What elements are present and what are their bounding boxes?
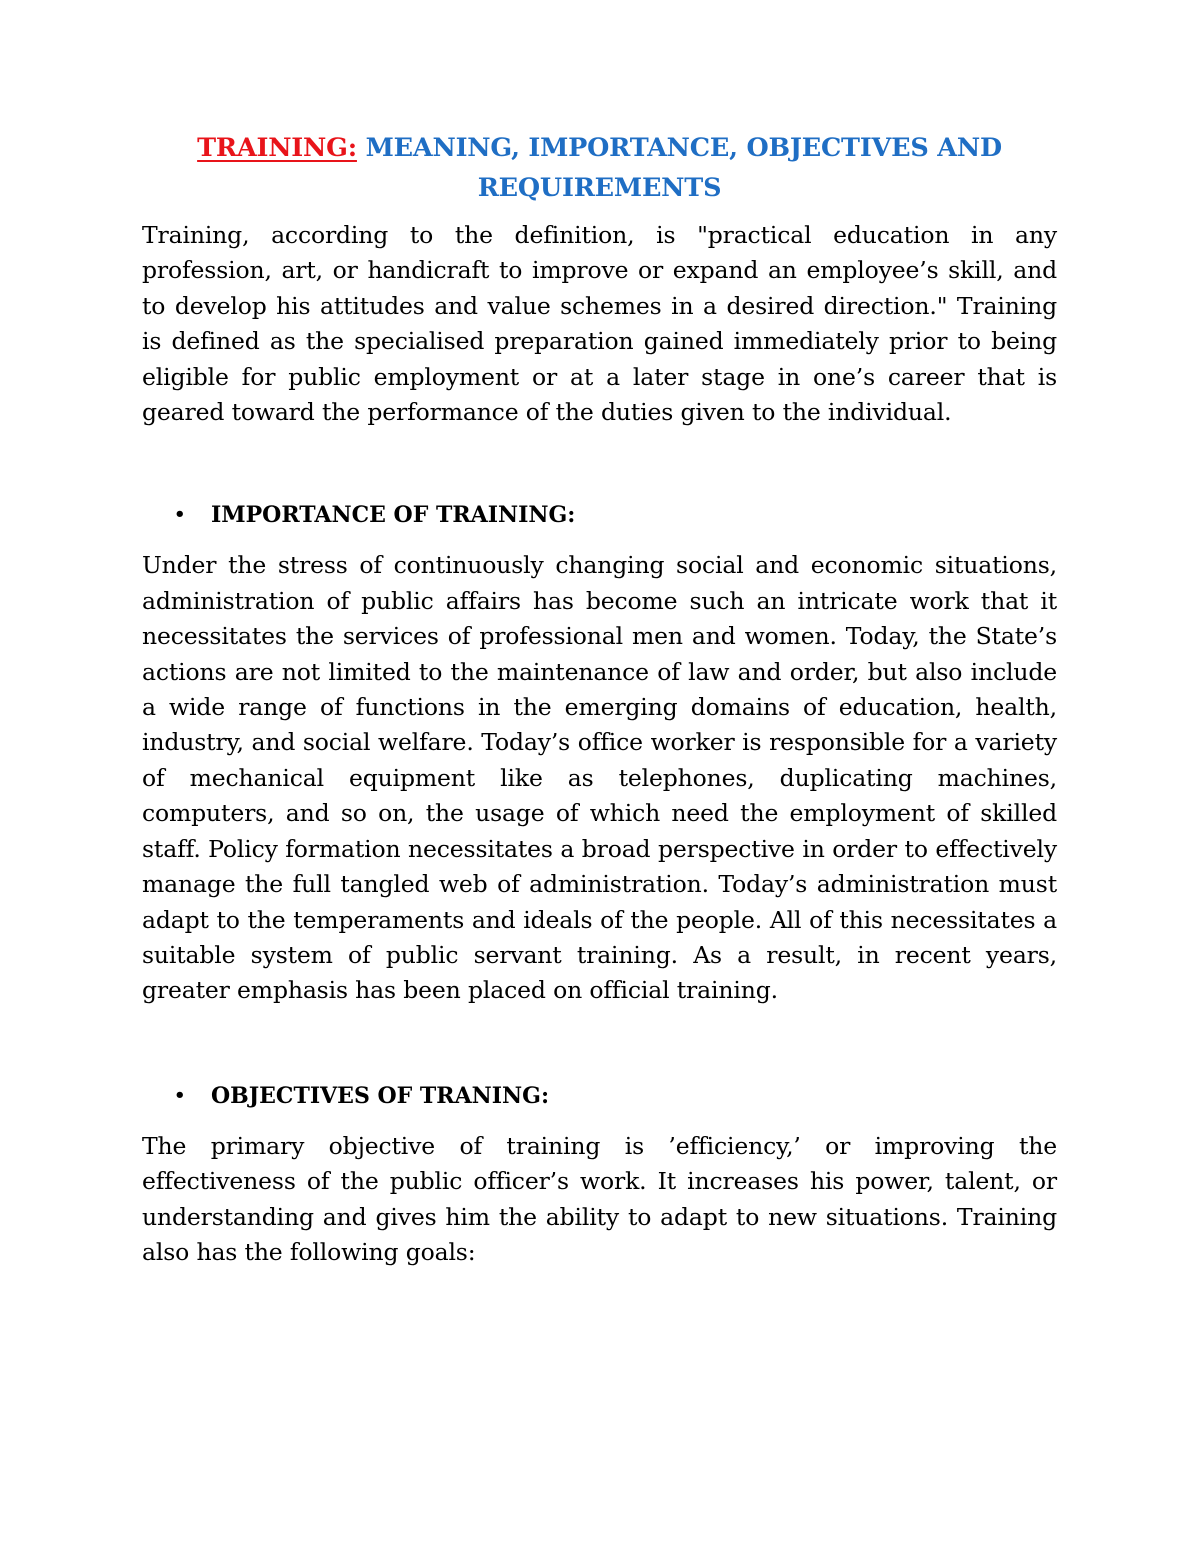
document-page xyxy=(142,128,1057,1270)
intro-paragraph: Training, according to the definition, is "practical education in any profession, art, or handicraft to improve or expand an employee’s skill, and to develop his attitudes and value schemes in a desired direction." Training is defined as the specialised preparation gained immediately prior to being eligible for public employment or at a later stage in one’s career that is geared toward the performance of the duties given to the individual. xyxy=(142,221,1057,427)
spacer xyxy=(142,430,1057,498)
section-heading-text: IMPORTANCE OF TRAINING: xyxy=(211,502,576,529)
title-keyword: TRAINING: xyxy=(197,133,357,163)
spacer xyxy=(142,1009,1057,1079)
section-heading-importance xyxy=(142,498,1057,532)
section-heading-text: OBJECTIVES OF TRANING: xyxy=(211,1082,550,1109)
title-subject: MEANING, IMPORTANCE, OBJECTIVES AND REQUIREMENTS xyxy=(356,133,1002,203)
document-title xyxy=(142,128,1057,208)
bullet-icon: • xyxy=(174,1084,186,1106)
objectives-paragraph: The primary objective of training is ’efficiency,’ or improving the effectiveness of the public officer’s work. It increases his power, talent, or understanding and gives him the ability to adapt to new situations. Training also has the following goals: xyxy=(142,1131,1057,1266)
importance-paragraph: Under the stress of continuously changing social and economic situations, administration of public affairs has become such an intricate work that it necessitates the services of professional men and women. Today, the State’s actions are not limited to the maintenance of law and order, but also include a wide range of functions in the emerging domains of education, health, industry, and social welfare. Today’s office worker is responsible for a variety of mechanical equipment like as telephones, duplicating machines, computers, and so on, the usage of which need the employment of skilled staff. Policy formation necessitates a broad perspective in order to effectively manage the full tangled web of administration. Today’s administration must adapt to the temperaments and ideals of the people. All of this necessitates a suitable system of public servant training. As a result, in recent years, greater emphasis has been placed on official training. xyxy=(142,551,1057,1005)
section-heading-objectives xyxy=(142,1079,1057,1113)
bullet-icon: • xyxy=(174,504,186,526)
